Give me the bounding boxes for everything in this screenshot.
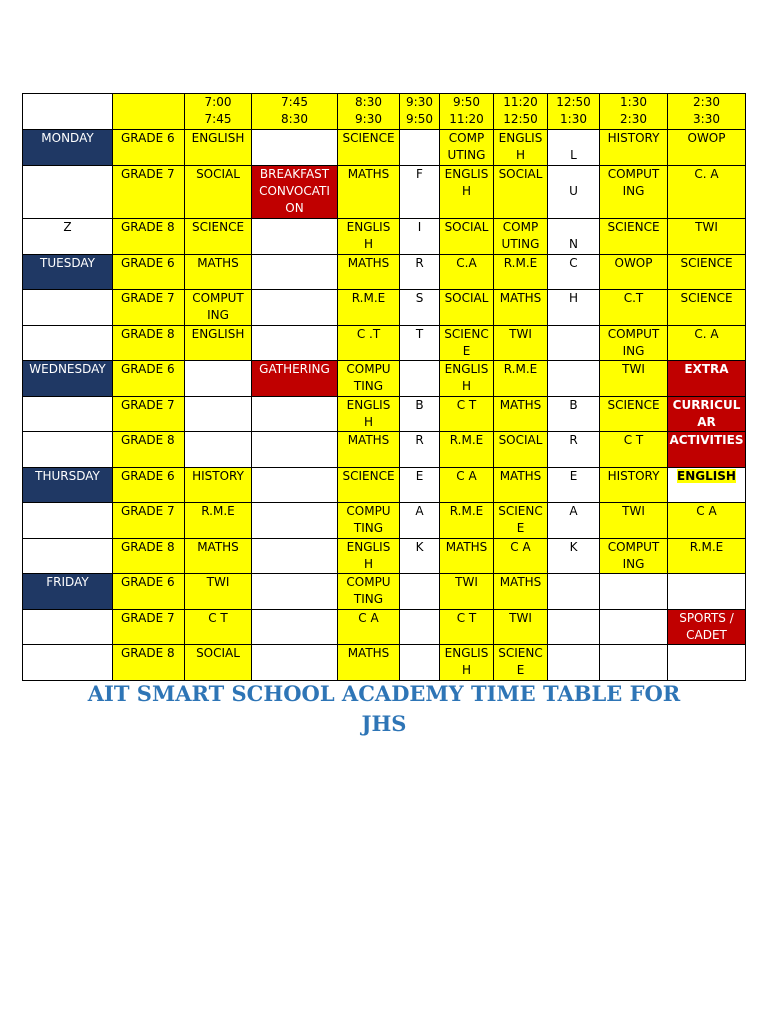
subject-cell (548, 326, 600, 361)
subject-cell: R.M.E (494, 255, 548, 290)
subject-cell: EXTRA (668, 361, 746, 397)
subject-cell: R (400, 255, 440, 290)
subject-cell: MATHS (494, 468, 548, 503)
day-cell (23, 645, 113, 681)
subject-cell: C T (440, 397, 494, 432)
subject-cell: MATHS (338, 255, 400, 290)
subject-cell: OWOP (600, 255, 668, 290)
subject-cell: TWI (600, 503, 668, 539)
subject-cell: TWI (668, 219, 746, 255)
subject-cell (185, 432, 252, 468)
table-row (23, 645, 746, 681)
time-slot-header: 9:50 11:20 (440, 94, 494, 130)
table-row (23, 255, 746, 290)
subject-cell (548, 610, 600, 645)
grade-cell: GRADE 8 (113, 539, 185, 574)
day-cell (23, 290, 113, 326)
subject-cell: SCIENCE (338, 468, 400, 503)
subject-cell: OWOP (668, 130, 746, 166)
subject-cell: R.M.E (338, 290, 400, 326)
subject-cell: SOCIAL (494, 166, 548, 219)
subject-cell (252, 503, 338, 539)
subject-cell (252, 219, 338, 255)
subject-cell: TWI (600, 361, 668, 397)
subject-cell (252, 290, 338, 326)
subject-cell (252, 645, 338, 681)
time-slot-header: 9:30 9:50 (400, 94, 440, 130)
subject-cell: C A (338, 610, 400, 645)
time-slot-header: 11:20 12:50 (494, 94, 548, 130)
subject-cell: SCIENC E (494, 503, 548, 539)
subject-cell: HISTORY (185, 468, 252, 503)
subject-cell: A (400, 503, 440, 539)
grade-cell: GRADE 6 (113, 130, 185, 166)
subject-cell: S (400, 290, 440, 326)
subject-cell: TWI (185, 574, 252, 610)
subject-cell (252, 255, 338, 290)
subject-cell: C A (494, 539, 548, 574)
subject-cell (185, 397, 252, 432)
table-row (23, 397, 746, 432)
subject-cell: ENGLIS H (338, 539, 400, 574)
grade-cell: GRADE 7 (113, 397, 185, 432)
time-slot-header: 7:45 8:30 (252, 94, 338, 130)
day-cell (23, 397, 113, 432)
subject-cell (252, 468, 338, 503)
table-row (23, 468, 746, 503)
day-cell: WEDNESDAY (23, 361, 113, 397)
subject-cell (400, 130, 440, 166)
day-cell: FRIDAY (23, 574, 113, 610)
subject-cell: C.A (440, 255, 494, 290)
subject-cell (548, 361, 600, 397)
subject-cell: COMPU TING (338, 361, 400, 397)
subject-cell: I (400, 219, 440, 255)
day-cell (23, 432, 113, 468)
subject-cell: R.M.E (185, 503, 252, 539)
grade-cell: GRADE 8 (113, 645, 185, 681)
table-row (23, 219, 746, 255)
subject-cell: E (400, 468, 440, 503)
day-cell: Z (23, 219, 113, 255)
subject-cell (600, 645, 668, 681)
header-blank-cell (23, 94, 113, 130)
subject-cell: SCIENCE (338, 130, 400, 166)
subject-cell: GATHERING (252, 361, 338, 397)
subject-cell (600, 574, 668, 610)
subject-cell (400, 645, 440, 681)
grade-cell: GRADE 8 (113, 326, 185, 361)
subject-cell: ENGLIS H (440, 361, 494, 397)
subject-cell: COMP UTING (440, 130, 494, 166)
subject-cell: SCIENCE (600, 219, 668, 255)
subject-cell: N (548, 219, 600, 255)
table-row (23, 290, 746, 326)
subject-cell: SPORTS / CADET (668, 610, 746, 645)
subject-cell: H (548, 290, 600, 326)
subject-cell: HISTORY (600, 130, 668, 166)
grade-cell: GRADE 7 (113, 166, 185, 219)
subject-cell: COMPUT ING (600, 166, 668, 219)
subject-cell: K (548, 539, 600, 574)
subject-cell: ENGLIS H (440, 645, 494, 681)
subject-cell: ENGLISH (185, 130, 252, 166)
subject-cell: B (548, 397, 600, 432)
day-cell (23, 503, 113, 539)
subject-cell: C .T (338, 326, 400, 361)
table-row (23, 326, 746, 361)
grade-cell: GRADE 7 (113, 610, 185, 645)
table-row (23, 539, 746, 574)
subject-cell: C A (440, 468, 494, 503)
subject-cell: ENGLISH (185, 326, 252, 361)
timetable (22, 93, 746, 681)
subject-cell: ENGLIS H (338, 219, 400, 255)
subject-cell: F (400, 166, 440, 219)
subject-cell: SCIENC E (440, 326, 494, 361)
day-cell (23, 610, 113, 645)
subject-cell: C (548, 255, 600, 290)
subject-cell: SOCIAL (440, 290, 494, 326)
subject-cell: A (548, 503, 600, 539)
header-blank-cell (113, 94, 185, 130)
subject-cell: SCIENC E (494, 645, 548, 681)
subject-cell: R (400, 432, 440, 468)
subject-cell: TWI (494, 326, 548, 361)
day-cell (23, 539, 113, 574)
subject-cell: C.T (600, 290, 668, 326)
subject-cell: E (548, 468, 600, 503)
subject-cell: MATHS (494, 397, 548, 432)
subject-cell (252, 326, 338, 361)
subject-cell: SCIENCE (668, 255, 746, 290)
subject-cell: ACTIVITIES (668, 432, 746, 468)
table-row (23, 574, 746, 610)
grade-cell: GRADE 6 (113, 255, 185, 290)
subject-cell: ENGLIS H (494, 130, 548, 166)
table-row (23, 361, 746, 397)
day-cell (23, 166, 113, 219)
subject-cell: COMPUT ING (600, 326, 668, 361)
subject-cell: B (400, 397, 440, 432)
subject-cell (400, 610, 440, 645)
subject-cell: R.M.E (440, 503, 494, 539)
subject-cell: SCIENCE (185, 219, 252, 255)
subject-cell (252, 432, 338, 468)
subject-cell: L (548, 130, 600, 166)
table-row (23, 166, 746, 219)
subject-cell: COMPU TING (338, 503, 400, 539)
subject-cell: SOCIAL (185, 645, 252, 681)
subject-cell (252, 610, 338, 645)
subject-cell: COMPUT ING (185, 290, 252, 326)
subject-cell: COMPU TING (338, 574, 400, 610)
subject-cell: HISTORY (600, 468, 668, 503)
subject-cell: ENGLIS H (338, 397, 400, 432)
subject-cell: K (400, 539, 440, 574)
subject-cell: U (548, 166, 600, 219)
subject-cell: MATHS (185, 539, 252, 574)
subject-cell: SOCIAL (440, 219, 494, 255)
subject-cell (400, 361, 440, 397)
time-slot-header: 7:00 7:45 (185, 94, 252, 130)
subject-cell (252, 539, 338, 574)
subject-cell: R.M.E (494, 361, 548, 397)
day-cell: TUESDAY (23, 255, 113, 290)
subject-cell: ENGLIS H (440, 166, 494, 219)
time-slot-header: 8:30 9:30 (338, 94, 400, 130)
subject-cell: R.M.E (440, 432, 494, 468)
subject-cell: TWI (440, 574, 494, 610)
subject-cell: C T (185, 610, 252, 645)
subject-cell: SCIENCE (600, 397, 668, 432)
subject-cell: MATHS (494, 574, 548, 610)
subject-cell (548, 645, 600, 681)
subject-cell: R.M.E (668, 539, 746, 574)
subject-cell (252, 574, 338, 610)
grade-cell: GRADE 8 (113, 219, 185, 255)
grade-cell: GRADE 7 (113, 290, 185, 326)
subject-cell: MATHS (338, 432, 400, 468)
day-cell (23, 326, 113, 361)
subject-cell: MATHS (338, 645, 400, 681)
subject-cell: CURRICUL AR (668, 397, 746, 432)
subject-cell: MATHS (338, 166, 400, 219)
subject-cell: C T (440, 610, 494, 645)
subject-cell: COMP UTING (494, 219, 548, 255)
subject-cell (185, 361, 252, 397)
table-row (23, 503, 746, 539)
subject-cell (252, 397, 338, 432)
day-cell: MONDAY (23, 130, 113, 166)
table-row (23, 130, 746, 166)
subject-cell: SOCIAL (185, 166, 252, 219)
grade-cell: GRADE 6 (113, 361, 185, 397)
subject-cell (548, 574, 600, 610)
subject-cell: BREAKFAST CONVOCATI ON (252, 166, 338, 219)
subject-cell: C. A (668, 326, 746, 361)
subject-cell: SCIENCE (668, 290, 746, 326)
subject-cell: TWI (494, 610, 548, 645)
subject-cell: MATHS (185, 255, 252, 290)
time-slot-header: 2:30 3:30 (668, 94, 746, 130)
grade-cell: GRADE 6 (113, 468, 185, 503)
time-slot-header: 1:30 2:30 (600, 94, 668, 130)
subject-cell: C T (600, 432, 668, 468)
table-row (23, 610, 746, 645)
subject-cell: MATHS (440, 539, 494, 574)
grade-cell: GRADE 7 (113, 503, 185, 539)
subject-cell: ENGLISH (668, 468, 746, 503)
header-row (23, 94, 746, 130)
subject-cell: MATHS (494, 290, 548, 326)
document-title: AIT SMART SCHOOL ACADEMY TIME TABLE FOR JHS (87, 681, 681, 736)
time-slot-header: 12:50 1:30 (548, 94, 600, 130)
subject-cell (668, 574, 746, 610)
subject-cell: C. A (668, 166, 746, 219)
subject-cell (400, 574, 440, 610)
subject-cell: COMPUT ING (600, 539, 668, 574)
grade-cell: GRADE 8 (113, 432, 185, 468)
grade-cell: GRADE 6 (113, 574, 185, 610)
subject-cell: C A (668, 503, 746, 539)
subject-cell (600, 610, 668, 645)
subject-cell: R (548, 432, 600, 468)
table-row (23, 432, 746, 468)
day-cell: THURSDAY (23, 468, 113, 503)
subject-cell: T (400, 326, 440, 361)
subject-cell (668, 645, 746, 681)
subject-cell: SOCIAL (494, 432, 548, 468)
subject-cell (252, 130, 338, 166)
